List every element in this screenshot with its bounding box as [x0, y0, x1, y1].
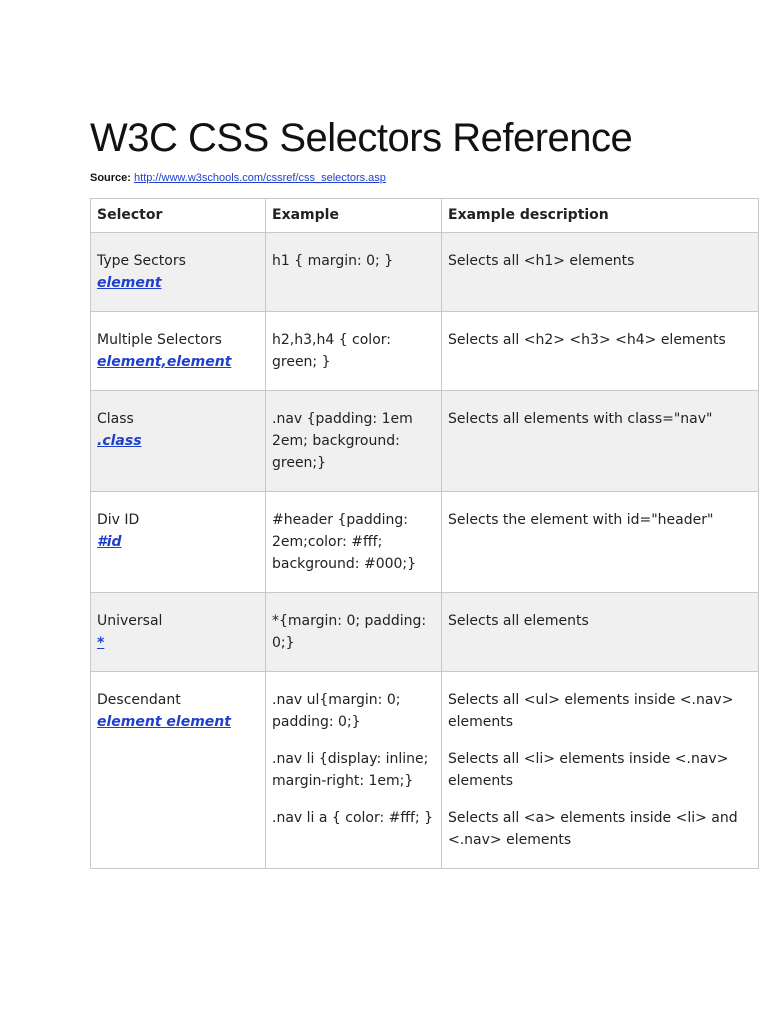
selector-name: Div ID — [97, 512, 140, 528]
selector-cell — [91, 312, 266, 391]
example-cell — [266, 672, 442, 869]
selector-cell — [91, 391, 266, 492]
example-code: h2,h3,h4 { color: green; } — [272, 332, 391, 370]
description-cell — [442, 492, 759, 593]
example-description: Selects all <ul> elements inside <.nav> elements — [448, 692, 734, 730]
example-code: .nav li a { color: #fff; } — [272, 810, 434, 826]
selector-syntax-link[interactable]: .class — [97, 433, 142, 449]
example-code: #header {padding: 2em;color: #fff; background: #000;} — [272, 512, 417, 572]
example-code: h1 { margin: 0; } — [272, 253, 394, 269]
description-cell — [442, 672, 759, 869]
selector-syntax-link[interactable]: #id — [97, 534, 122, 550]
example-code: .nav {padding: 1em 2em; background: green;} — [272, 411, 413, 471]
description-cell — [442, 391, 759, 492]
description-cell — [442, 233, 759, 312]
selector-cell — [91, 593, 266, 672]
source-link[interactable]: http://www.w3schools.com/cssref/css_selectors.asp — [134, 172, 386, 184]
table-row — [91, 492, 759, 593]
table-row — [91, 391, 759, 492]
description-cell — [442, 312, 759, 391]
selector-cell — [91, 233, 266, 312]
table-row — [91, 672, 759, 869]
selector-name: Descendant — [97, 692, 181, 708]
example-description: Selects all <h1> elements — [448, 253, 635, 269]
example-code: .nav li {display: inline; margin-right: 1em;} — [272, 751, 429, 789]
example-description: Selects the element with id="header" — [448, 512, 714, 528]
source-label: Source: — [90, 172, 131, 184]
header-selector: Selector — [91, 199, 266, 233]
example-description: Selects all <a> elements inside <li> and <.nav> elements — [448, 810, 738, 848]
selector-syntax-link[interactable]: element,element — [97, 354, 232, 370]
example-cell — [266, 593, 442, 672]
table-row — [91, 312, 759, 391]
selector-syntax-link[interactable]: * — [97, 635, 105, 651]
example-description: Selects all <h2> <h3> <h4> elements — [448, 332, 726, 348]
page-title: W3C CSS Selectors Reference — [90, 116, 633, 160]
example-description: Selects all elements with class="nav" — [448, 411, 713, 427]
table-row — [91, 593, 759, 672]
selector-syntax-link[interactable]: element — [97, 275, 162, 291]
header-description: Example description — [442, 199, 759, 233]
selector-name: Multiple Selectors — [97, 332, 222, 348]
source-line — [90, 171, 386, 185]
example-cell — [266, 492, 442, 593]
example-cell — [266, 312, 442, 391]
description-cell — [442, 593, 759, 672]
selector-name: Type Sectors — [97, 253, 186, 269]
example-description: Selects all elements — [448, 613, 589, 629]
example-code: .nav ul{margin: 0; padding: 0;} — [272, 692, 401, 730]
example-cell — [266, 233, 442, 312]
selectors-table — [90, 198, 759, 869]
example-cell — [266, 391, 442, 492]
table-row — [91, 233, 759, 312]
table-header-row — [91, 199, 759, 233]
selector-cell — [91, 672, 266, 869]
selector-name: Universal — [97, 613, 163, 629]
selector-name: Class — [97, 411, 134, 427]
example-code: *{margin: 0; padding: 0;} — [272, 613, 427, 651]
selector-cell — [91, 492, 266, 593]
header-example: Example — [266, 199, 442, 233]
selector-syntax-link[interactable]: element element — [97, 714, 231, 730]
example-description: Selects all <li> elements inside <.nav> elements — [448, 751, 729, 789]
